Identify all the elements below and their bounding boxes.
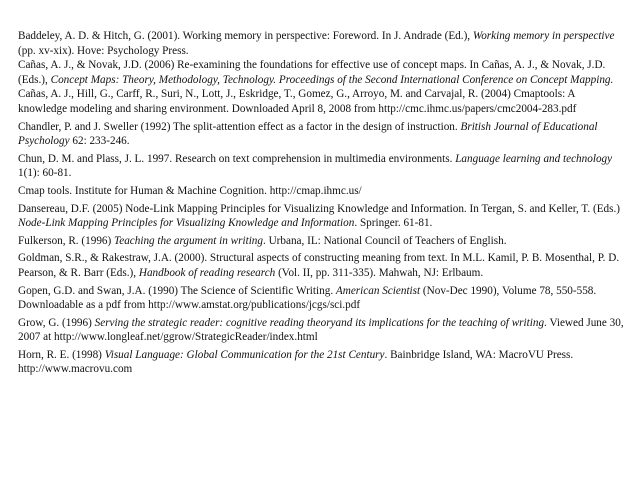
reference-title: Handbook of reading research: [138, 266, 276, 279]
reference-title: Node-Link Mapping Principles for Visualizing Knowledge and Information: [18, 217, 355, 230]
reference-text: Dansereau, D.F. (2005) Node-Link Mapping Principles for Visualizing Knowledge and Information. In Tergan, S. and Keller, T. (Eds.): [18, 202, 621, 215]
reference-text: . Springer. 61-81.: [354, 217, 433, 230]
reference-entry: [18, 58, 626, 87]
reference-text: (Nov-Dec 1990), Volume 78, 550-558. Downloadable as a pdf from http://www.amstat.org/publications/jcgs/sci.pdf: [18, 284, 597, 312]
reference-title: Serving the strategic reader: cognitive reading theoryand its implications for the teaching of writing: [94, 316, 545, 329]
reference-text: . Urbana, IL: National Council of Teachers of English.: [263, 234, 507, 247]
reference-entry: [18, 120, 626, 149]
reference-text: 1(1): 60-81.: [18, 167, 72, 180]
reference-title: British Journal of Educational Psychology: [18, 120, 598, 148]
reference-text: Gopen, G.D. and Swan, J.A. (1990) The Science of Scientific Writing.: [18, 284, 336, 297]
reference-text: Baddeley, A. D. & Hitch, G. (2001). Working memory in perspective: Foreword. In J. Andrade (Ed.),: [18, 30, 473, 42]
reference-text: . Bainbridge Island, WA: MacroVU Press. http://www.macrovu.com: [18, 348, 574, 376]
reference-entry: [18, 202, 626, 231]
reference-title: Teaching the argument in writing: [114, 234, 263, 247]
reference-text: Horn, R. E. (1998): [18, 348, 105, 361]
reference-entry: [18, 87, 626, 116]
reference-entry: [18, 348, 626, 377]
reference-title: Concept Maps: Theory, Methodology, Technology. Proceedings of the Second International Conference on Concept Mapping.: [50, 73, 614, 86]
reference-text: (pp. xv-xix). Hove: Psychology Press.: [18, 44, 189, 57]
reference-text: (Vol. II, pp. 311-335). Mahwah, NJ: Erlbaum.: [275, 266, 484, 279]
reference-text: Chun, D. M. and Plass, J. L. 1997. Research on text comprehension in multimedia environments.: [18, 152, 456, 165]
reference-title: Language learning and technology: [455, 152, 613, 165]
reference-entry: [18, 184, 626, 199]
reference-title: American Scientist: [335, 284, 421, 297]
reference-text: Fulkerson, R. (1996): [18, 234, 115, 247]
reference-entry: [18, 29, 626, 58]
reference-text: . Viewed June 30, 2007 at http://www.longleaf.net/ggrow/StrategicReader/index.html: [18, 316, 624, 344]
reference-entry: [18, 234, 626, 249]
reference-text: Chandler, P. and J. Sweller (1992) The split-attention effect as a factor in the design of instruction.: [18, 120, 461, 133]
reference-text: Cmap tools. Institute for Human & Machine Cognition. http://cmap.ihmc.us/: [18, 184, 362, 197]
reference-entry: [18, 152, 626, 181]
reference-entry: [18, 251, 626, 280]
reference-entry: [18, 316, 626, 345]
reference-text: Cañas, A. J., Hill, G., Carff, R., Suri, N., Lott, J., Eskridge, T., Gomez, G., Arroyo, M. and Carvajal, R. (2004) Cmaptools: A knowledge modeling and sharing environment. Downloaded April 8, 2008 from http://cmc.ihmc.us/papers/cmc2004-283.pdf: [18, 88, 577, 115]
reference-title: Visual Language: Global Communication for the 21st Century: [104, 348, 385, 361]
reference-title: Working memory in perspective: [472, 30, 615, 42]
reference-entry: [18, 284, 626, 313]
reference-text: Grow, G. (1996): [18, 316, 95, 329]
reference-text: Cañas, A. J., & Novak, J.D. (2006) Re-examining the foundations for effective use of concept maps. In Cañas, A. J., & Novak, J.D. (Eds.),: [18, 59, 606, 86]
reference-text: Goldman, S.R., & Rakestraw, J.A. (2000). Structural aspects of constructing meaning from text. In M.L. Kamil, P. B. Mosenthal, P. D. Pearson, & R. Barr (Eds.),: [18, 252, 620, 279]
reference-text: 62: 233-246.: [69, 135, 130, 148]
